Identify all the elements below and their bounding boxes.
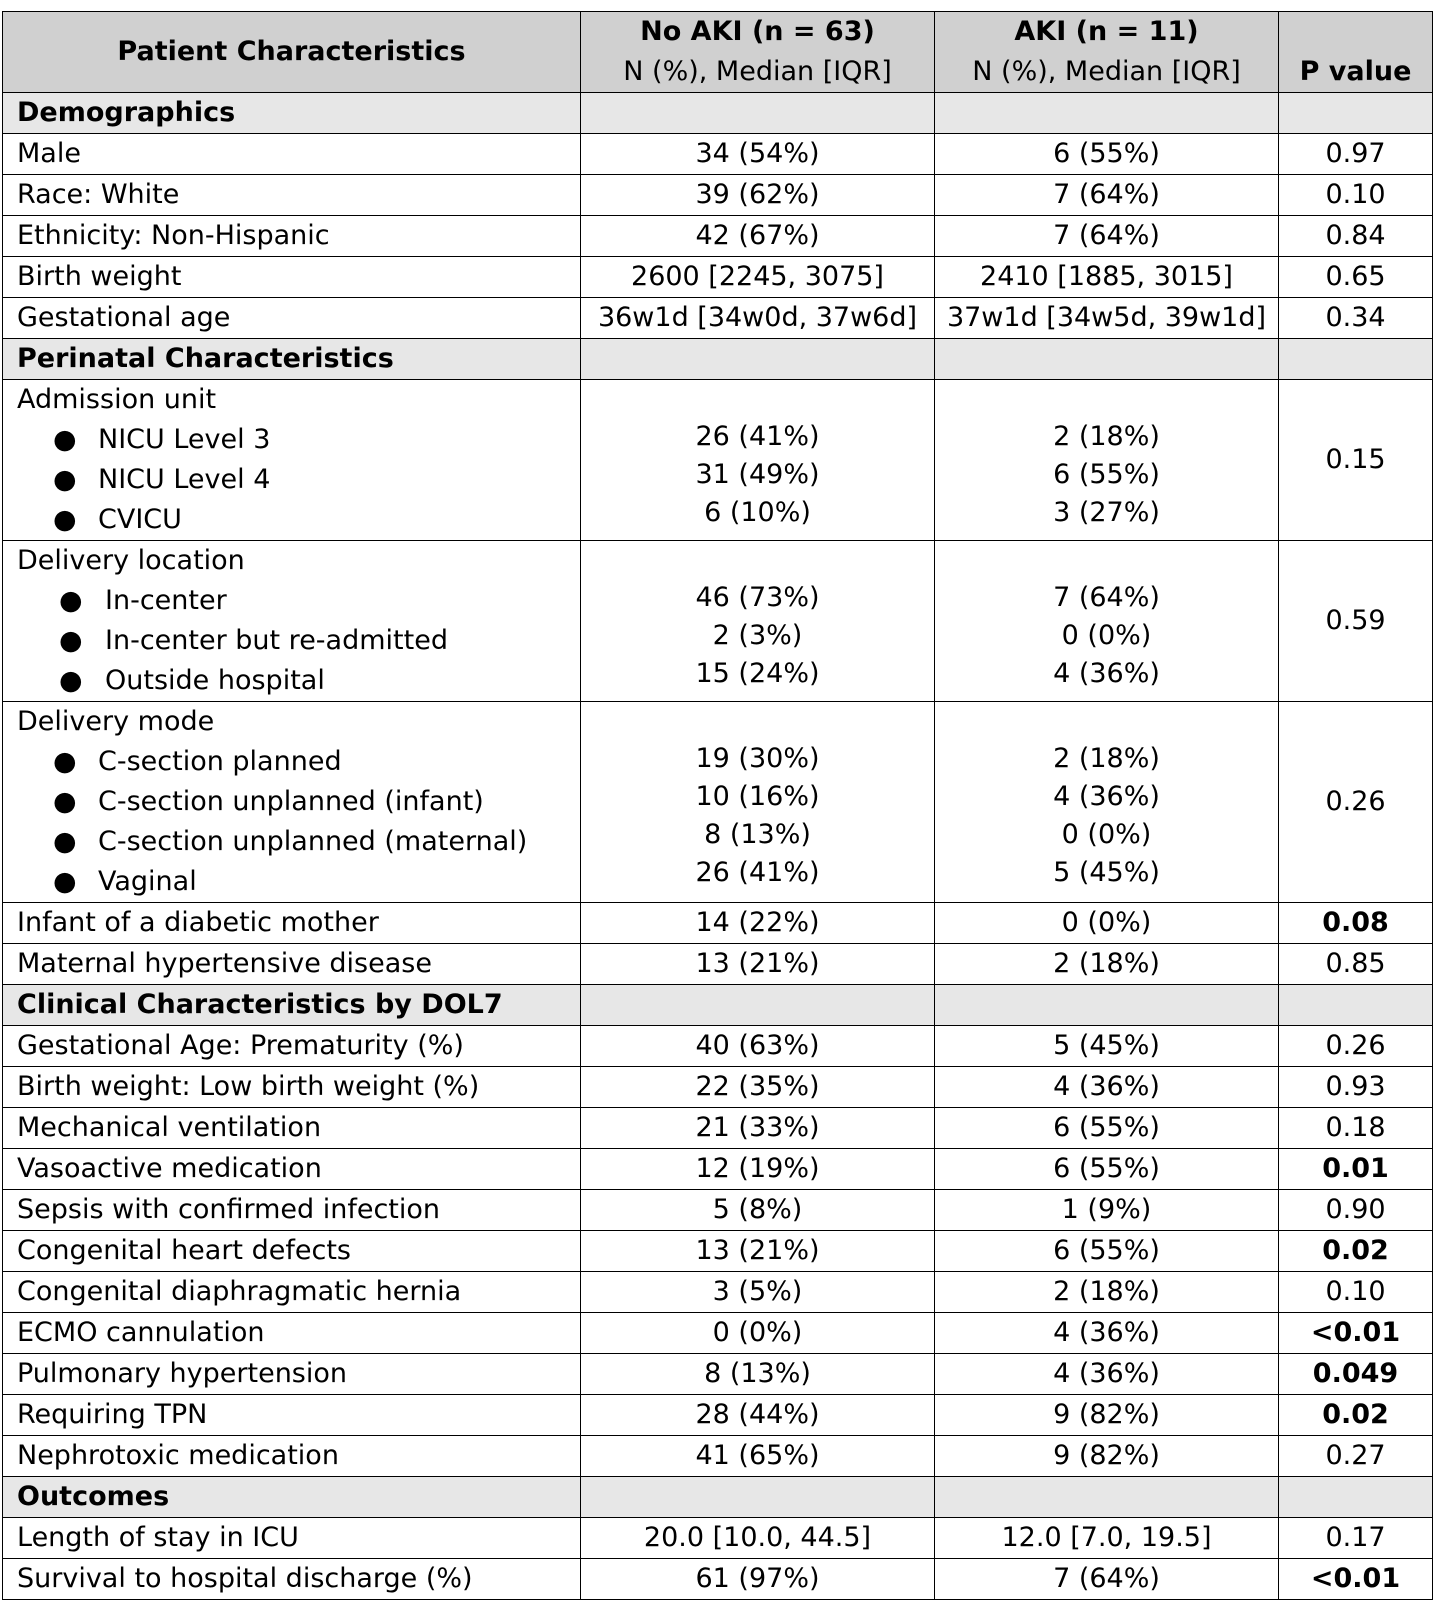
table-row — [3, 1354, 1433, 1395]
table-header-row — [3, 12, 1433, 93]
header-patient-characteristics: Patient Characteristics — [3, 12, 581, 93]
table-row — [3, 1149, 1433, 1190]
list-item — [3, 742, 566, 782]
table-row — [3, 1026, 1433, 1067]
p-value: 0.85 — [1279, 944, 1433, 985]
group-title: Delivery location — [17, 545, 245, 576]
p-value: 0.02 — [1279, 1395, 1433, 1436]
table-row — [3, 175, 1433, 216]
group-title-line — [3, 541, 566, 581]
no-aki-value: 14 (22%) — [581, 903, 935, 944]
p-value: 0.26 — [1279, 702, 1433, 903]
aki-value: 4 (36%) — [935, 1313, 1279, 1354]
aki-value: 6 (55%) — [935, 1108, 1279, 1149]
group-title-line — [3, 702, 566, 742]
no-aki-value: 2 (3%) — [712, 620, 803, 651]
no-aki-value: 36w1d [34w0d, 37w6d] — [581, 298, 935, 339]
row-label: Mechanical ventilation — [3, 1108, 581, 1149]
p-value: 0.17 — [1279, 1518, 1433, 1559]
aki-value: 7 (64%) — [935, 1559, 1279, 1600]
table-row — [3, 1190, 1433, 1231]
p-value: 0.15 — [1279, 380, 1433, 541]
aki-value: 9 (82%) — [935, 1395, 1279, 1436]
aki-value: 2 (18%) — [1053, 421, 1160, 452]
no-aki-value: 28 (44%) — [581, 1395, 935, 1436]
table-row — [3, 1272, 1433, 1313]
aki-value: 6 (55%) — [935, 134, 1279, 175]
section-title: Outcomes — [3, 1477, 581, 1518]
table-row — [3, 944, 1433, 985]
group-row-delivery-location — [3, 541, 1433, 702]
value-stack — [935, 380, 1278, 532]
list-item — [3, 782, 566, 822]
header-aki-subtitle: N (%), Median [IQR] — [972, 56, 1241, 87]
no-aki-value: 8 (13%) — [581, 1354, 935, 1395]
value-stack — [935, 541, 1278, 693]
value-stack — [581, 702, 934, 892]
section-title: Perinatal Characteristics — [3, 339, 581, 380]
list-item — [3, 500, 566, 540]
aki-value: 7 (64%) — [935, 175, 1279, 216]
list-item-label: NICU Level 3 — [98, 424, 271, 455]
aki-value: 0 (0%) — [935, 903, 1279, 944]
section-empty-cell — [1279, 985, 1433, 1026]
no-aki-value: 6 (10%) — [704, 497, 811, 528]
aki-value: 5 (45%) — [935, 1026, 1279, 1067]
no-aki-value: 0 (0%) — [581, 1313, 935, 1354]
list-item-label: Vaginal — [98, 866, 197, 897]
bullet-icon: ● — [53, 464, 77, 495]
section-empty-cell — [581, 339, 935, 380]
no-aki-value: 13 (21%) — [581, 944, 935, 985]
aki-values — [935, 380, 1279, 541]
table-row — [3, 903, 1433, 944]
no-aki-value: 26 (41%) — [695, 421, 820, 452]
p-value: <0.01 — [1279, 1313, 1433, 1354]
list-item — [3, 661, 566, 701]
no-aki-values — [581, 380, 935, 541]
section-empty-cell — [935, 93, 1279, 134]
no-aki-value: 40 (63%) — [581, 1026, 935, 1067]
p-value: 0.27 — [1279, 1436, 1433, 1477]
no-aki-value: 19 (30%) — [695, 743, 820, 774]
group-label-cell — [3, 380, 581, 541]
table-row — [3, 1436, 1433, 1477]
row-label: Congenital heart defects — [3, 1231, 581, 1272]
header-p-value: P value — [1279, 12, 1433, 93]
value-stack — [581, 541, 934, 693]
bullet-icon: ● — [59, 625, 83, 656]
table-row — [3, 1395, 1433, 1436]
bullet-icon: ● — [53, 504, 77, 535]
group-row-delivery-mode — [3, 702, 1433, 903]
p-value: 0.18 — [1279, 1108, 1433, 1149]
header-aki — [935, 12, 1279, 93]
aki-value: 0 (0%) — [1061, 819, 1152, 850]
row-label: Gestational Age: Prematurity (%) — [3, 1026, 581, 1067]
p-value: 0.10 — [1279, 175, 1433, 216]
row-label: Male — [3, 134, 581, 175]
no-aki-value: 8 (13%) — [704, 819, 811, 850]
no-aki-value: 34 (54%) — [581, 134, 935, 175]
p-value: 0.02 — [1279, 1231, 1433, 1272]
section-empty-cell — [581, 1477, 935, 1518]
table-row — [3, 1108, 1433, 1149]
aki-values — [935, 702, 1279, 903]
p-value: 0.93 — [1279, 1067, 1433, 1108]
no-aki-value: 20.0 [10.0, 44.5] — [581, 1518, 935, 1559]
no-aki-value: 31 (49%) — [695, 459, 820, 490]
bullet-icon: ● — [53, 786, 77, 817]
row-label: ECMO cannulation — [3, 1313, 581, 1354]
p-value: 0.26 — [1279, 1026, 1433, 1067]
value-stack — [581, 380, 934, 532]
section-empty-cell — [581, 93, 935, 134]
section-empty-cell — [1279, 1477, 1433, 1518]
aki-value: 0 (0%) — [1061, 620, 1152, 651]
section-empty-cell — [935, 1477, 1279, 1518]
table-body — [3, 93, 1433, 1600]
aki-values — [935, 541, 1279, 702]
row-label: Survival to hospital discharge (%) — [3, 1559, 581, 1600]
no-aki-value: 61 (97%) — [581, 1559, 935, 1600]
group-row-admission-unit — [3, 380, 1433, 541]
no-aki-values — [581, 702, 935, 903]
section-empty-cell — [1279, 93, 1433, 134]
aki-value: 4 (36%) — [935, 1067, 1279, 1108]
list-item-label: In-center but re-admitted — [105, 625, 448, 656]
section-empty-cell — [1279, 339, 1433, 380]
p-value: 0.59 — [1279, 541, 1433, 702]
row-label: Vasoactive medication — [3, 1149, 581, 1190]
row-label: Sepsis with confirmed infection — [3, 1190, 581, 1231]
list-item — [3, 822, 566, 862]
no-aki-value: 46 (73%) — [695, 582, 820, 613]
section-row-outcomes — [3, 1477, 1433, 1518]
list-item-label: C-section planned — [98, 746, 342, 777]
section-title: Clinical Characteristics by DOL7 — [3, 985, 581, 1026]
list-item-label: In-center — [105, 585, 227, 616]
aki-value: 5 (45%) — [1053, 857, 1160, 888]
section-empty-cell — [581, 985, 935, 1026]
section-row-clinical — [3, 985, 1433, 1026]
no-aki-value: 3 (5%) — [581, 1272, 935, 1313]
no-aki-value: 42 (67%) — [581, 216, 935, 257]
group-label-cell — [3, 541, 581, 702]
no-aki-value: 13 (21%) — [581, 1231, 935, 1272]
list-item-label: CVICU — [98, 504, 182, 535]
section-empty-cell — [935, 339, 1279, 380]
aki-value: 1 (9%) — [935, 1190, 1279, 1231]
bullet-icon: ● — [53, 866, 77, 897]
aki-value: 4 (36%) — [1053, 658, 1160, 689]
no-aki-value: 5 (8%) — [581, 1190, 935, 1231]
aki-value: 2 (18%) — [935, 1272, 1279, 1313]
aki-value: 7 (64%) — [1053, 582, 1160, 613]
table-row — [3, 134, 1433, 175]
row-label: Requiring TPN — [3, 1395, 581, 1436]
aki-value: 6 (55%) — [935, 1231, 1279, 1272]
table-row — [3, 1231, 1433, 1272]
header-aki-title: AKI (n = 11) — [1014, 16, 1199, 47]
p-value: 0.84 — [1279, 216, 1433, 257]
list-item — [3, 621, 566, 661]
table-row — [3, 1313, 1433, 1354]
list-item — [3, 420, 566, 460]
p-value: 0.90 — [1279, 1190, 1433, 1231]
no-aki-value: 15 (24%) — [695, 658, 820, 689]
row-label: Maternal hypertensive disease — [3, 944, 581, 985]
section-title: Demographics — [3, 93, 581, 134]
p-value: 0.10 — [1279, 1272, 1433, 1313]
list-item — [3, 862, 566, 902]
bullet-icon: ● — [53, 826, 77, 857]
bullet-icon: ● — [53, 424, 77, 455]
row-label: Length of stay in ICU — [3, 1518, 581, 1559]
no-aki-value: 2600 [2245, 3075] — [581, 257, 935, 298]
patient-characteristics-table — [2, 11, 1433, 1600]
no-aki-value: 26 (41%) — [695, 857, 820, 888]
list-item — [3, 460, 566, 500]
p-value: 0.01 — [1279, 1149, 1433, 1190]
no-aki-value: 10 (16%) — [695, 781, 820, 812]
header-no-aki — [581, 12, 935, 93]
aki-value: 12.0 [7.0, 19.5] — [935, 1518, 1279, 1559]
list-item-label: NICU Level 4 — [98, 464, 271, 495]
list-item-label: C-section unplanned (infant) — [98, 786, 484, 817]
table-row — [3, 1518, 1433, 1559]
aki-value: 4 (36%) — [1053, 781, 1160, 812]
aki-value: 2 (18%) — [935, 944, 1279, 985]
group-title-line — [3, 380, 566, 420]
no-aki-value: 39 (62%) — [581, 175, 935, 216]
p-value: 0.049 — [1279, 1354, 1433, 1395]
row-label: Congenital diaphragmatic hernia — [3, 1272, 581, 1313]
p-value: <0.01 — [1279, 1559, 1433, 1600]
no-aki-value: 21 (33%) — [581, 1108, 935, 1149]
list-item-label: Outside hospital — [105, 665, 325, 696]
list-item — [3, 581, 566, 621]
p-value: 0.97 — [1279, 134, 1433, 175]
bullet-icon: ● — [59, 585, 83, 616]
row-label: Pulmonary hypertension — [3, 1354, 581, 1395]
aki-value: 7 (64%) — [935, 216, 1279, 257]
list-item-label: C-section unplanned (maternal) — [98, 826, 528, 857]
bullet-icon: ● — [53, 746, 77, 777]
row-label: Race: White — [3, 175, 581, 216]
header-no-aki-subtitle: N (%), Median [IQR] — [623, 56, 892, 87]
aki-value: 9 (82%) — [935, 1436, 1279, 1477]
no-aki-value: 41 (65%) — [581, 1436, 935, 1477]
table-row — [3, 216, 1433, 257]
group-label-cell — [3, 702, 581, 903]
row-label: Nephrotoxic medication — [3, 1436, 581, 1477]
aki-value: 2 (18%) — [1053, 743, 1160, 774]
aki-value: 6 (55%) — [935, 1149, 1279, 1190]
p-value: 0.34 — [1279, 298, 1433, 339]
aki-value: 3 (27%) — [1053, 497, 1160, 528]
row-label: Birth weight — [3, 257, 581, 298]
p-value: 0.65 — [1279, 257, 1433, 298]
table-row — [3, 257, 1433, 298]
row-label: Infant of a diabetic mother — [3, 903, 581, 944]
aki-value: 2410 [1885, 3015] — [935, 257, 1279, 298]
table-row — [3, 1067, 1433, 1108]
table-row — [3, 1559, 1433, 1600]
p-value: 0.08 — [1279, 903, 1433, 944]
aki-value: 37w1d [34w5d, 39w1d] — [935, 298, 1279, 339]
aki-value: 6 (55%) — [1053, 459, 1160, 490]
aki-value: 4 (36%) — [935, 1354, 1279, 1395]
table-row — [3, 298, 1433, 339]
section-row-perinatal — [3, 339, 1433, 380]
row-label: Gestational age — [3, 298, 581, 339]
section-row-demographics — [3, 93, 1433, 134]
row-label: Ethnicity: Non-Hispanic — [3, 216, 581, 257]
no-aki-value: 22 (35%) — [581, 1067, 935, 1108]
header-no-aki-title: No AKI (n = 63) — [640, 16, 875, 47]
row-label: Birth weight: Low birth weight (%) — [3, 1067, 581, 1108]
group-title: Admission unit — [17, 384, 217, 415]
bullet-icon: ● — [59, 665, 83, 696]
no-aki-values — [581, 541, 935, 702]
no-aki-value: 12 (19%) — [581, 1149, 935, 1190]
value-stack — [935, 702, 1278, 892]
group-title: Delivery mode — [17, 706, 215, 737]
section-empty-cell — [935, 985, 1279, 1026]
